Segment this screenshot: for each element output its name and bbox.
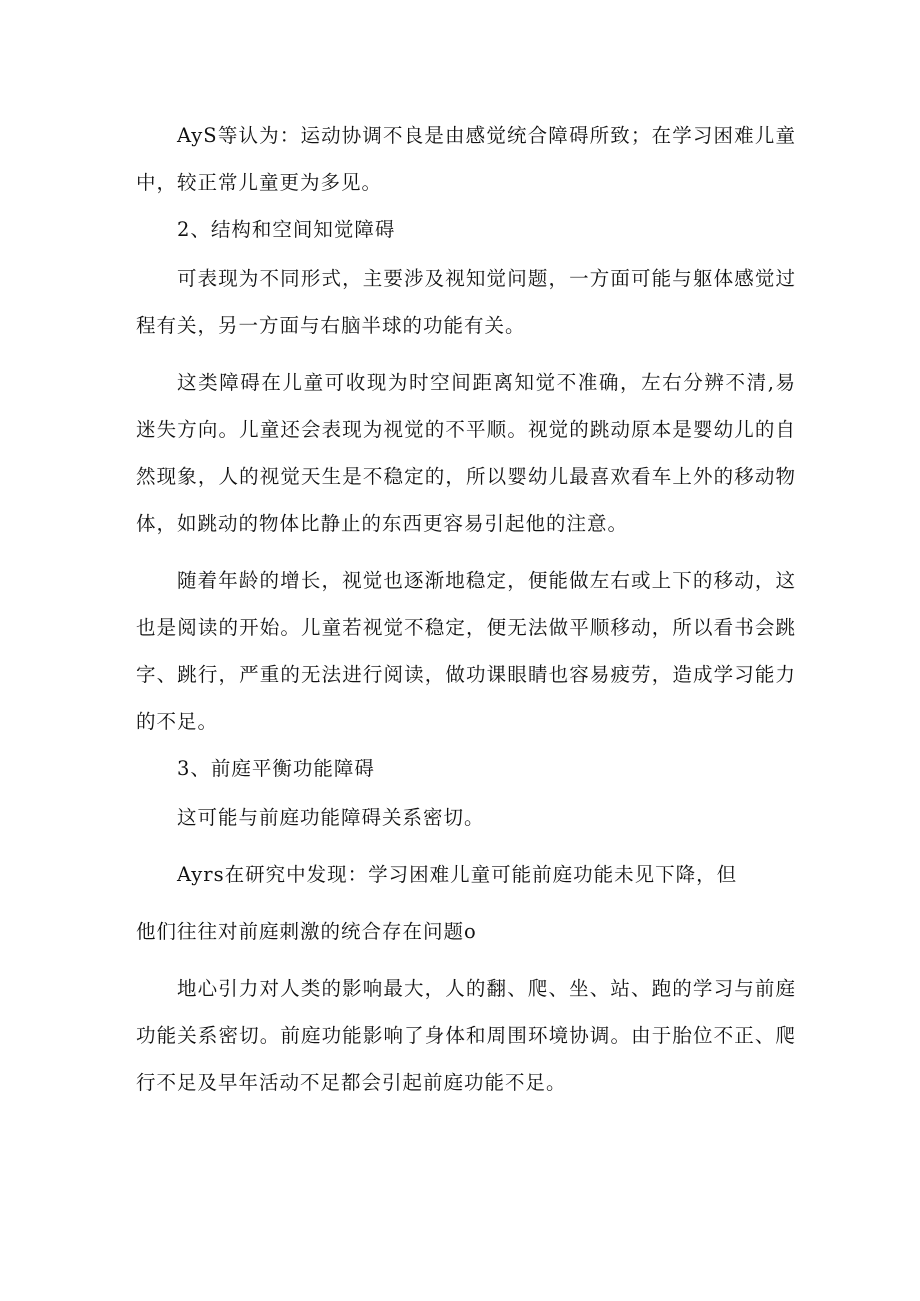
paragraph-visual-stability: 随着年龄的增长，视觉也逐渐地稳定，便能做左右或上下的移动，这也是阅读的开始。儿童若视觉不稳定，便无法做平顺移动，所以看书会跳字、跳行，严重的无法进行阅读，做功课眼睛也容易疲劳，造成学习能力的不足。 bbox=[136, 569, 796, 733]
paragraph-ayrs-finding-continued: 他们往往对前庭刺激的统合存在问题o bbox=[136, 920, 477, 943]
paragraph-visual-perception: 可表现为不同形式，主要涉及视知觉问题，一方面可能与躯体感觉过程有关，另一方面与右脑半球的功能有关。 bbox=[136, 267, 796, 337]
paragraph-gravity: 地心引力对人类的影响最大，人的翻、爬、坐、站、跑的学习与前庭功能关系密切。前庭功能影响了身体和周围环境协调。由于胎位不正、爬行不足及早年活动不足都会引起前庭功能不足。 bbox=[136, 977, 796, 1094]
paragraph-motor-coordination: AyS等认为：运动协调不良是由感觉统合障碍所致；在学习困难儿童中，较正常儿童更为多见。 bbox=[136, 124, 796, 194]
paragraph-spatial-disorder: 这类障碍在儿童可收现为时空间距离知觉不准确，左右分辨不清,易迷失方向。儿童还会表现为视觉的不平顺。视觉的跳动原本是婴幼儿的自然现象，人的视觉天生是不稳定的，所以婴幼儿最喜欢看车上外的移动物体，如跳动的物体比静止的东西更容易引起他的注意。 bbox=[136, 371, 796, 535]
paragraph-vestibular-relation: 这可能与前庭功能障碍关系密切。 bbox=[177, 806, 485, 829]
document-body bbox=[136, 112, 796, 1106]
section-heading-vestibular: 3、前庭平衡功能障碍 bbox=[177, 757, 375, 780]
section-heading-spatial-perception: 2、结构和空间知觉障碍 bbox=[177, 218, 396, 241]
paragraph-ayrs-finding: Ayrs在研究中发现：学习困难儿童可能前庭功能未见下降，但 bbox=[177, 863, 738, 886]
